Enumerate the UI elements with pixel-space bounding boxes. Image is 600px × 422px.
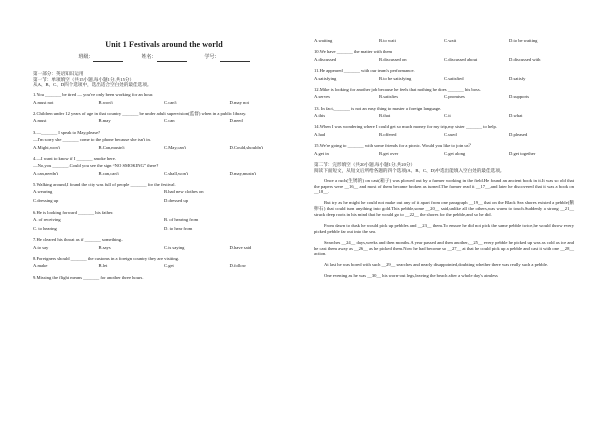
- answer-option[interactable]: A.wearing: [33, 189, 53, 195]
- sec1-instructions: 从A、B、C、D四个选项中，选出适合空白处的最佳选项。: [33, 82, 152, 88]
- info-class: 班级：: [78, 55, 123, 61]
- question-text: 7.He cleared his throat as if _______ something..: [33, 237, 124, 243]
- answer-option[interactable]: D. to hear from: [164, 225, 193, 231]
- info-number: 学号：: [205, 55, 250, 61]
- answer-option[interactable]: A.Might,won't: [33, 144, 60, 150]
- sec1-heading: 第一节：单项填空（共15小题,每小题1分,共15分）: [33, 76, 135, 82]
- answer-option[interactable]: B.may: [98, 118, 111, 124]
- answer-option[interactable]: A.to say: [33, 244, 49, 250]
- question: [33, 182, 295, 204]
- answer-option[interactable]: D.satisfy: [509, 75, 526, 81]
- answer-options: [314, 151, 574, 157]
- answer-option[interactable]: D.get together: [509, 150, 536, 156]
- answer-option[interactable]: A.make: [33, 263, 48, 269]
- right-column: [314, 0, 574, 284]
- question-text: 6.He is looking forward _______ his father.: [33, 209, 114, 215]
- answer-option[interactable]: C.can: [164, 118, 175, 124]
- answer-option[interactable]: C.discussed about: [444, 56, 478, 62]
- question: [314, 143, 574, 156]
- passage-paragraph: One evening as he was __30__ his worn-out legs,leaving the beach after a whole day's aimless: [324, 273, 498, 279]
- answer-options: [314, 113, 574, 119]
- answer-option[interactable]: C.it: [444, 113, 451, 118]
- answer-option[interactable]: D.have said: [229, 244, 252, 250]
- question: [33, 275, 295, 281]
- sec2-instructions: 阅读下面短文，从短文后所给各题的四个选项(A、B、C、D)中选出能填入空白处的最佳选项。: [314, 167, 505, 173]
- question: [314, 87, 574, 100]
- answer-options: [33, 263, 295, 269]
- answer-option[interactable]: A.this: [314, 113, 326, 118]
- answer-option[interactable]: D.Could,shouldn't: [229, 144, 263, 150]
- question-text: 13. In fact,_______ is not an easy thing to master a foreign language.: [314, 105, 442, 111]
- answer-option[interactable]: B.Can,mustn't: [98, 144, 125, 150]
- question: [33, 130, 295, 151]
- question-text: 3.—_______ I speak to May,please?: [33, 129, 101, 135]
- question: [33, 92, 295, 105]
- answer-options: [33, 145, 295, 151]
- question: [33, 256, 295, 269]
- answer-options: [314, 132, 574, 138]
- answer-option[interactable]: A.get in: [314, 150, 329, 156]
- question: [33, 156, 295, 177]
- question-text: 12.Mike is looking for another job because he feels that nothing he does _______ his boss.: [314, 86, 481, 92]
- answer-options: [314, 57, 574, 63]
- answer-option[interactable]: D.may not: [229, 99, 249, 105]
- answer-options: [314, 76, 574, 82]
- answer-option[interactable]: C.satisfied: [444, 75, 464, 81]
- question-text: 8.Foreigners should _______ the customs in a foreign country they are visiting.: [33, 256, 180, 261]
- answer-option[interactable]: C.is saying: [164, 244, 185, 250]
- answer-options: [33, 217, 295, 232]
- passage-paragraph: Once a ruch(生锈的) on cast(箱子) was plowed out by a farmer working in the field.He found an ancient book in it.It was so old that the papers were __16__ and most of them became broken as turned.The farmer read it __17__,and later he discovered that it was a book on __18__.: [314, 177, 574, 195]
- answer-option[interactable]: C.get: [164, 263, 174, 269]
- info-name: 姓名：: [141, 55, 186, 61]
- question-text: 11.He appeared _______ with our team's performance.: [314, 68, 415, 74]
- answer-option[interactable]: D.pleased: [509, 131, 528, 137]
- answer-option[interactable]: B.had new clothes on: [164, 189, 204, 195]
- answer-option[interactable]: D.to be waiting: [509, 38, 538, 43]
- question-text-2: —I'm sorry she _______ come to the phone because she isn't in.: [33, 137, 152, 143]
- answer-option[interactable]: B.discussed on: [379, 56, 407, 62]
- answer-option[interactable]: B.to wait: [379, 38, 396, 43]
- question: [33, 237, 295, 250]
- answer-option[interactable]: A.can,needn't: [33, 170, 59, 176]
- answer-options: [314, 94, 574, 100]
- question: [314, 106, 574, 119]
- question: [33, 210, 295, 232]
- answer-option[interactable]: D.may,mustn't: [229, 170, 257, 176]
- answer-option[interactable]: C.can't: [164, 99, 177, 105]
- question: [314, 49, 574, 62]
- answer-option[interactable]: D.supports: [509, 94, 530, 100]
- answer-option[interactable]: D.follow: [229, 263, 246, 269]
- left-questions: [33, 92, 295, 280]
- answer-option[interactable]: B.won't: [98, 99, 113, 105]
- answer-option[interactable]: B.let: [98, 263, 108, 269]
- question-text-2: —No,you _______.Could you see the sign “NO SMOKING” there?: [33, 163, 159, 169]
- answer-option[interactable]: C.dressing up: [33, 198, 59, 204]
- answer-option[interactable]: B.offered: [379, 131, 397, 137]
- answer-option[interactable]: B. of hearing from: [164, 217, 199, 222]
- left-column: [33, 0, 295, 282]
- part1-heading: 第一部分：英语知识运用: [33, 70, 84, 76]
- answer-option[interactable]: A.waiting: [314, 38, 333, 43]
- answer-option[interactable]: C.wait: [444, 38, 457, 43]
- answer-option[interactable]: D.need: [229, 118, 243, 124]
- answer-option[interactable]: A.discussed: [314, 56, 337, 62]
- question: [314, 124, 574, 137]
- answer-option[interactable]: A. of receiving: [33, 217, 61, 222]
- answer-options: [33, 100, 295, 106]
- answer-option[interactable]: D.what: [509, 113, 523, 118]
- passage-paragraph: But try as he might he could not make out any of it apart from one paragraph __19__ that on the Black Sea shores existed a pebble(鹅卵石) that could turn anything into gold.This pebble,some __20__ said,unlike all the others,was warm to touch.Suddenly a strong __21__ struck deep roots in his mind that he would go to __22__ the shores for the pebble,and so he did.: [314, 200, 574, 217]
- passage-paragraph: Searches __24__ days,weeks and then months.A year passed and then another,__25__ every pebble he picked up was as cold as ice and he cast them away as __26__ as he picked them.Now he had become so __27__ at that he could pick up a pebble and cast it with one __28__ action.: [314, 239, 574, 257]
- cloze-passage: [314, 178, 574, 279]
- answer-options: [33, 189, 295, 204]
- answer-option[interactable]: C. to hearing: [33, 225, 57, 231]
- question-text: 15.We're going to _______ with some friends for a picnic. Would you like to join us？: [314, 143, 474, 149]
- passage-paragraph: At last he was bored with such __29__ searches and nearly disappointed,doubting whether there was really such a pebble.: [324, 262, 549, 268]
- page-title: Unit 1 Festivals around the world: [105, 40, 223, 49]
- answer-option[interactable]: C.used: [444, 131, 457, 137]
- right-questions: [314, 38, 574, 156]
- question-text: 4.—I want to know if I _______ smoke here.: [33, 155, 116, 161]
- answer-options: [314, 38, 574, 44]
- question-text: 9.Missing the flight means _______ for another three hours.: [33, 274, 144, 280]
- answer-option[interactable]: A.must: [33, 118, 47, 124]
- answer-option[interactable]: B.can,can't: [98, 170, 119, 176]
- answer-option[interactable]: A.had: [314, 131, 326, 137]
- answer-option[interactable]: C.shall,won't: [164, 170, 189, 176]
- answer-option[interactable]: C.May,can't: [164, 144, 186, 150]
- question-text: 5.Walking around,I found the city was full of people _______ for the festival.: [33, 182, 176, 187]
- answer-options: [33, 245, 295, 251]
- sec2-heading: 第二节：完形填空（共20小题,每小题1分,共20分）: [314, 161, 416, 167]
- answer-option[interactable]: B.that: [379, 113, 391, 118]
- answer-option[interactable]: B.get over: [379, 150, 399, 156]
- answer-option[interactable]: C.promises: [444, 94, 465, 100]
- passage-paragraph: From dawn to dusk he would pick up pebbles and __23__ them.To ensure he did not pick the same pebble twice,he would throw every picked pebble far out into the sea.: [314, 222, 574, 234]
- answer-option[interactable]: A.satisfying: [314, 75, 337, 81]
- question-text: 14.When I was wondering where I could get so much money for my trip,my sister _______ to help.: [314, 124, 497, 130]
- question: [314, 68, 574, 81]
- answer-option[interactable]: D.dressed up: [164, 198, 188, 204]
- answer-option[interactable]: B.to be satisfying: [379, 75, 412, 81]
- question: [33, 111, 295, 124]
- student-info: [33, 55, 295, 61]
- question-text: 2.Children under 12 years of age in that country _______ be under adult supervision(监督) when in a public library.: [33, 111, 247, 116]
- answer-option[interactable]: A.must not: [33, 99, 54, 105]
- question: [314, 38, 574, 44]
- answer-options: [33, 118, 295, 124]
- answer-option[interactable]: C.get along: [444, 150, 466, 156]
- question-text: 1.You _______ be tired — you've only been working for an hour.: [33, 92, 154, 98]
- answer-options: [33, 171, 295, 177]
- answer-option[interactable]: A.serves: [314, 94, 330, 100]
- question-text: 10.We have _______ the matter with them: [314, 49, 393, 55]
- answer-option[interactable]: B.satisfies: [379, 94, 399, 100]
- answer-option[interactable]: B.says: [98, 244, 111, 250]
- answer-option[interactable]: D.discussed with: [509, 56, 541, 62]
